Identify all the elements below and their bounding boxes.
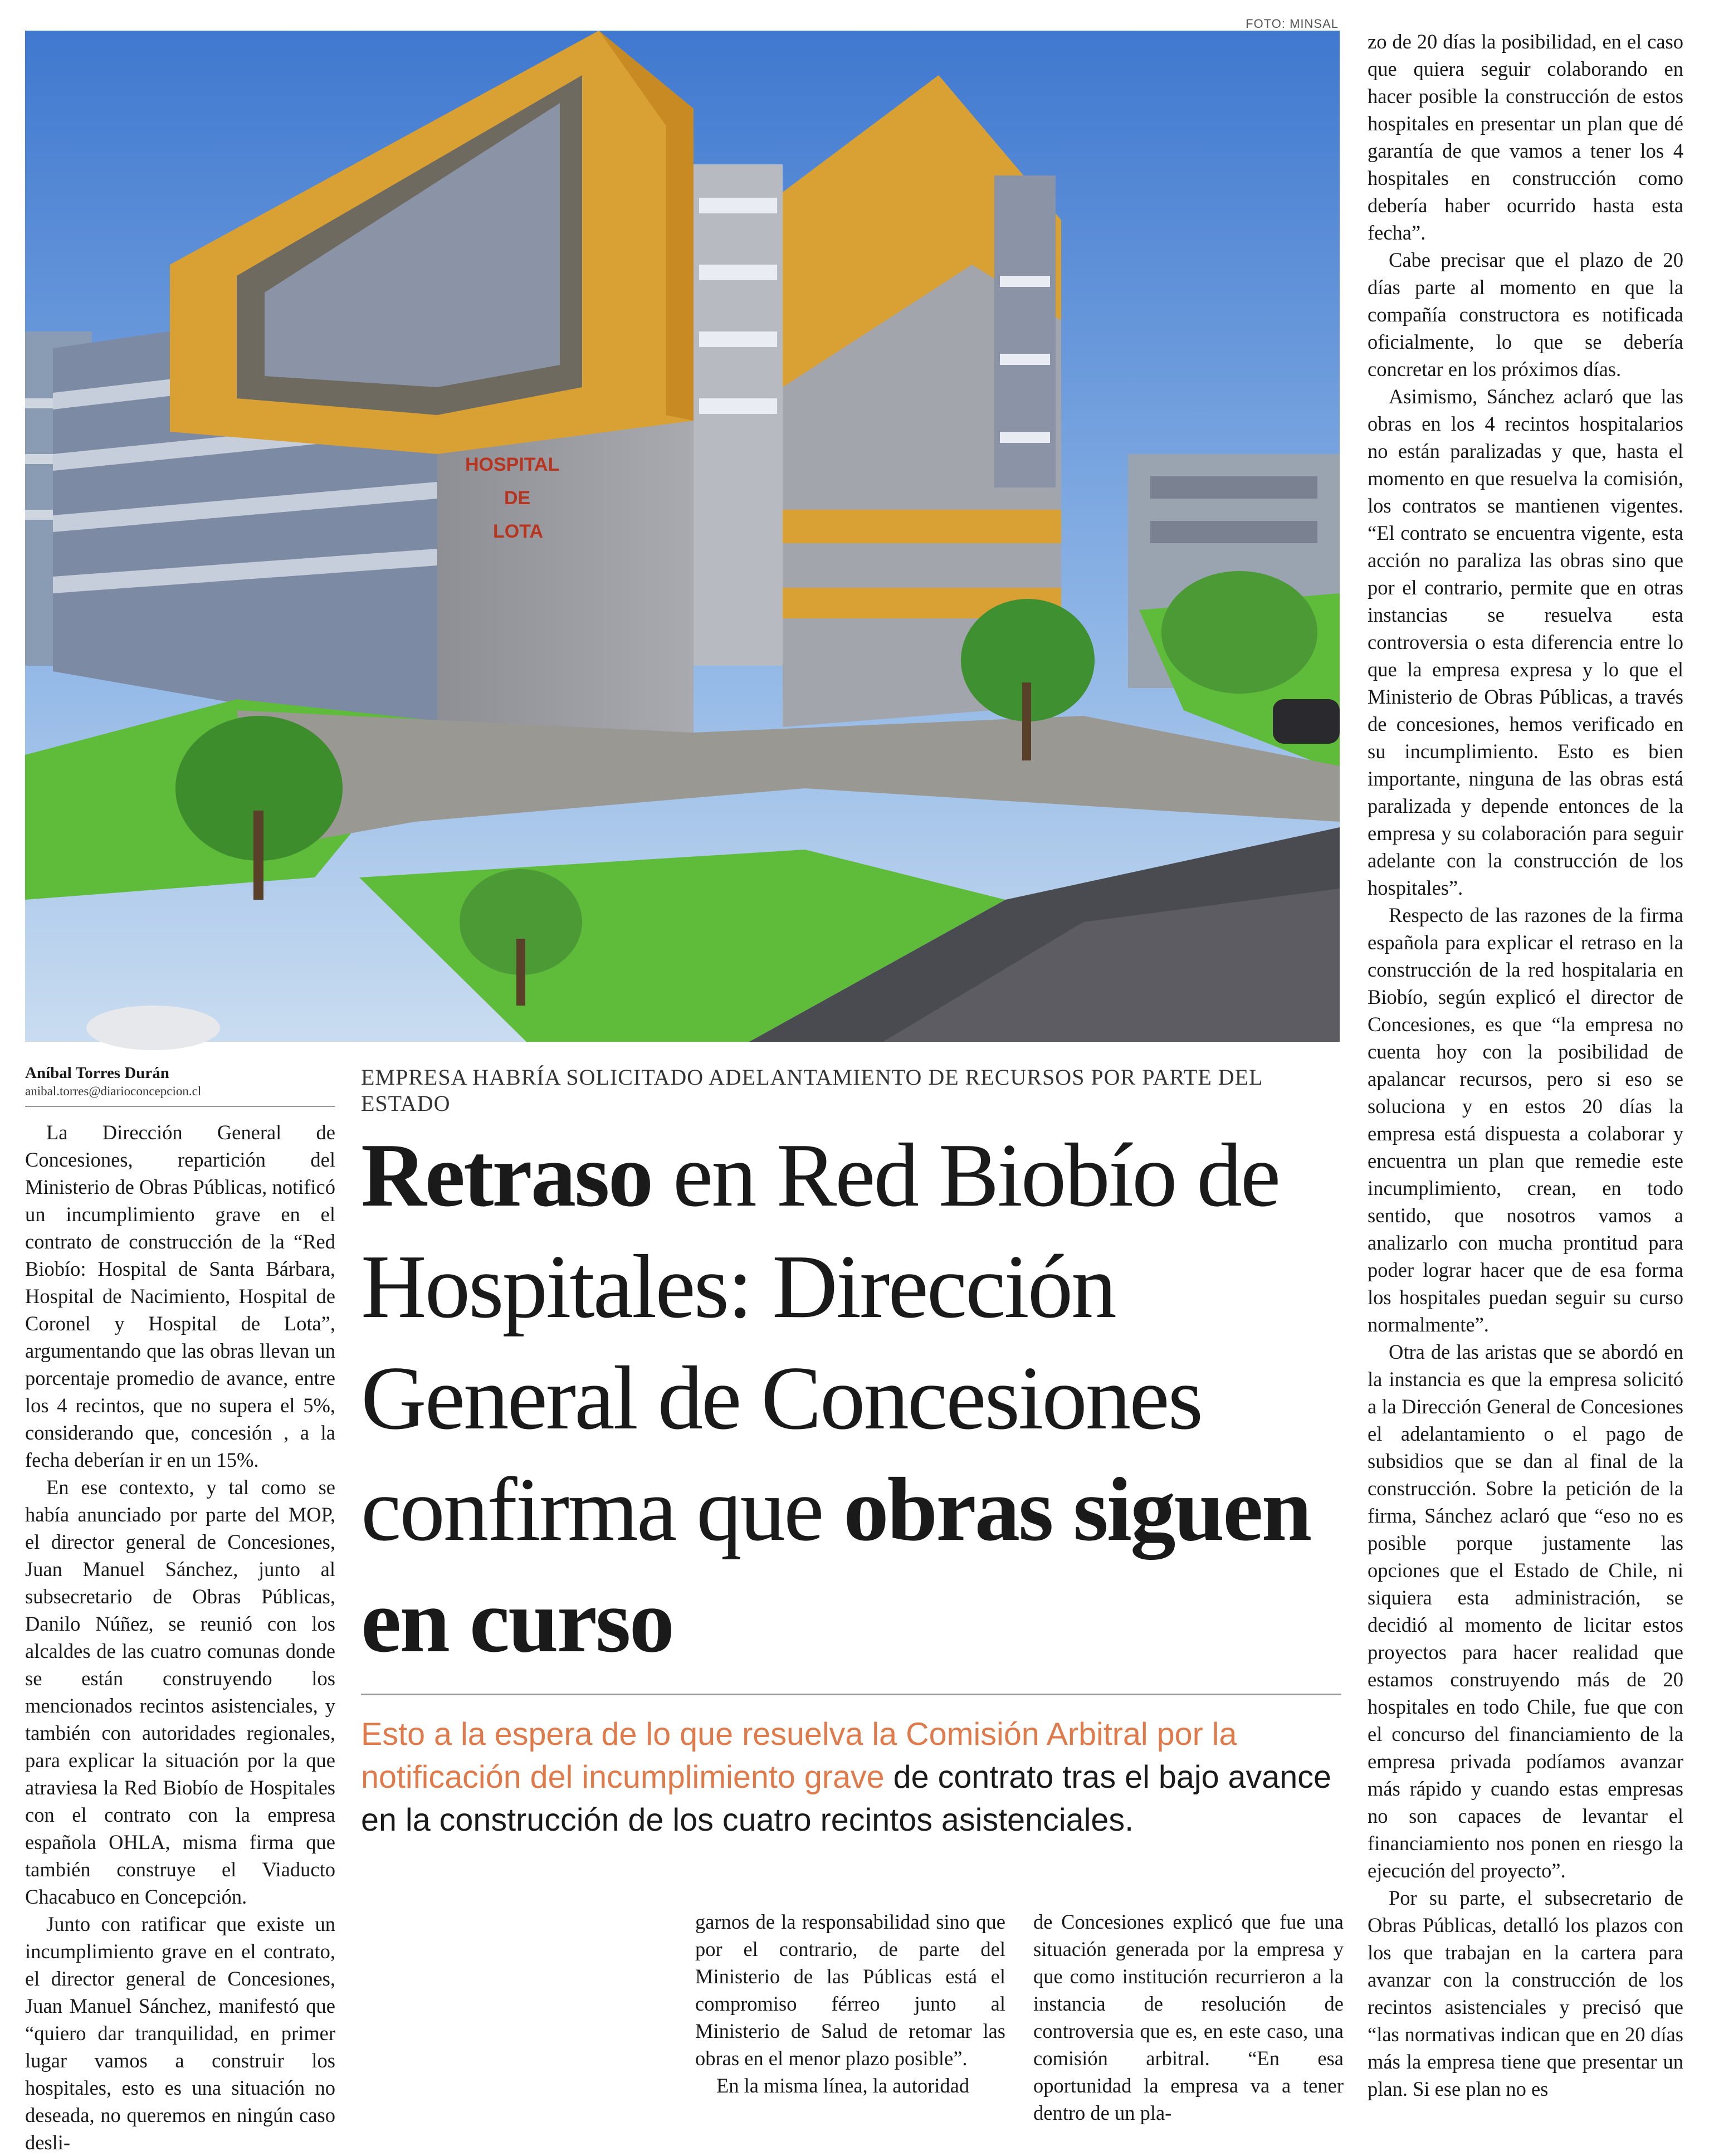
kicker: EMPRESA HABRÍA SOLICITADO ADELANTAMIENTO DE RECURSOS POR PARTE DEL ESTADO [361, 1065, 1263, 1116]
byline-divider [25, 1106, 335, 1107]
author-name: Aníbal Torres Durán [25, 1064, 169, 1082]
author-email[interactable]: anibal.torres@diarioconcepcion.cl [25, 1084, 202, 1098]
paragraph: garnos de la responsabilidad sino que por el contrario, de parte del Ministerio de las Públicas está el compromiso férreo junto al Ministerio de Salud de retomar las obras en el menor plazo posible”. [695, 1910, 1005, 2070]
paragraph: Cabe precisar que el plazo de 20 días parte al momento en que la compañía constructora es notificada oficialmente, lo que se debería concretar en los próximos días. [1368, 248, 1683, 381]
paragraph: Junto con ratificar que existe un incumplimiento grave en el contrato, el director general de Concesiones, Juan Manuel Sánchez, manifestó que “quiero dar tranquilidad, en primer lugar vamos a construir los hospitales, esto es una situación no deseada, no queremos en ningún caso desli- [25, 1913, 335, 2154]
paragraph: Respecto de las razones de la firma española para explicar el retraso en la construcción de la red hospitalaria en Biobío, según explicó el director de Concesiones, es que “la empresa no cuenta hoy con la posibilidad de apalancar recursos, pero si eso se soluciona y en estos 20 días la empresa está dispuesta a colaborar y encuentra un plan que remedie este incumplimiento, crean, en todo sentido, que nosotros vamos a analizarlo con mucha prontitud para poder lograr hacer que de esa forma los hospitales puedan seguir su curso normalmente”. [1368, 904, 1683, 1336]
photo-credit: FOTO: MINSAL [1246, 17, 1339, 31]
paragraph: En la misma línea, la autoridad [716, 2074, 970, 2097]
byline [25, 1063, 337, 1100]
paragraph: Por su parte, el subsecretario de Obras Públicas, detalló los plazos con los que trabajan en la cartera para avanzar con la construcción de los recintos asistenciales y precisó que “las normativas indican que en 20 días más la empresa tiene que presentar un plan. Si ese plan no es [1368, 1886, 1683, 2100]
paragraph: La Dirección General de Concesiones, repartición del Ministerio de Obras Públicas, notificó un incumplimiento grave en el contrato de construcción de la “Red Biobío: Hospital de Santa Bárbara, Hospital de Nacimiento, Hospital de Coronel y Hospital de Lota”, argumentando que las obras llevan un porcentaje promedio de avance, entre los 4 recintos, que no supera el 5%, considerando que, concesión , a la fecha deberían ir en un 15%. [25, 1121, 335, 1471]
headline-regular: en Red Biobío de Hospitales: Dirección General de Concesiones confirma que [361, 1125, 1280, 1560]
article-column-mid-1 [695, 1908, 1005, 2139]
sign-lota-text: LOTA [493, 521, 544, 542]
headline [361, 1120, 1341, 1677]
hospital-rendering-photo [25, 31, 1340, 1042]
headline-bold-1: Retraso [361, 1125, 652, 1226]
paragraph: de Concesiones explicó que fue una situación generada por la empresa y que como institución recurrieron a la instancia de resolución de controversia que es, en este caso, una comisión arbitral. “En esa oportunidad la empresa va a tener dentro de un pla- [1033, 1910, 1344, 2124]
deck [361, 1713, 1341, 1842]
sign-de-text: DE [504, 487, 531, 509]
article-column-mid-2 [1033, 1908, 1344, 2139]
deck-rest: de contrato tras el bajo avance en la construcción de los cuatro recintos asistenciales. [361, 1759, 1331, 1838]
paragraph: Otra de las aristas que se abordó en la instancia es que la empresa solicitó a la Dirección General de Concesiones el adelantamiento o el pago de subsidios que se dan al final de la construcción. Sobre la petición de la firma, Sánchez aclaró que “eso no es posible porque justamente las opciones que el Estado de Chile, ni siquiera esta administración, se decidió al momento de licitar estos proyectos para hacer realidad que estamos construyendo más de 20 hospitales en todo Chile, fue que con el concurso del financiamiento de la empresa privada podíamos avanzar más rápido y cuando estas empresas no son capaces de levantar el financiamiento nos ponen en riesgo la ejecución del proyecto”. [1368, 1340, 1683, 1882]
article-column-right [1368, 28, 1683, 2139]
headline-divider [361, 1694, 1341, 1695]
paragraph: Asimismo, Sánchez aclaró que las obras en los 4 recintos hospitalarios no están paralizadas y que, hasta el momento en que resuelva la comisión, los contratos se mantienen vigentes. “El contrato se encuentra vigente, esta acción no paraliza las obras sino que por el contrario, permite que en otras instancias se resuelva esta controversia o esta diferencia entre lo que la empresa expresa y lo que el Ministerio de Obras Públicas, a través de concesiones, hemos verificado en su incumplimiento. Esto es bien importante, ninguna de las obras está paralizada y depende entonces de la empresa y su colaboración para seguir adelante con la construcción de los hospitales”. [1368, 385, 1683, 899]
paragraph: En ese contexto, y tal como se había anunciado por parte del MOP, el director general de Concesiones, Juan Manuel Sánchez, junto al subsecretario de Obras Públicas, Danilo Núñez, se reunió con los alcaldes de las cuatro comunas donde se están construyendo los mencionados recintos asistenciales, y también con autoridades regionales, para explicar la situación por la que atraviesa la Red Biobío de Hospitales con el contrato con la empresa española OHLA, misma firma que también construye el Viaducto Chacabuco en Concepción. [25, 1476, 335, 1908]
headline-bold-2: obras siguen en curso [361, 1460, 1311, 1671]
deck-highlight: Esto a la espera de lo que resuelva la Comisión Arbitral por la notificación del incumplimiento grave [361, 1716, 1237, 1795]
article-column-left [25, 1119, 335, 2154]
paragraph: zo de 20 días la posibilidad, en el caso que quiera seguir colaborando en hacer posible la construcción de estos hospitales en presentar un plan que dé garantía de que vamos a tener los 4 hospitales en construcción como debería haber ocurrido hasta esta fecha”. [1368, 30, 1683, 244]
sign-hospital-text: HOSPITAL [465, 454, 560, 475]
